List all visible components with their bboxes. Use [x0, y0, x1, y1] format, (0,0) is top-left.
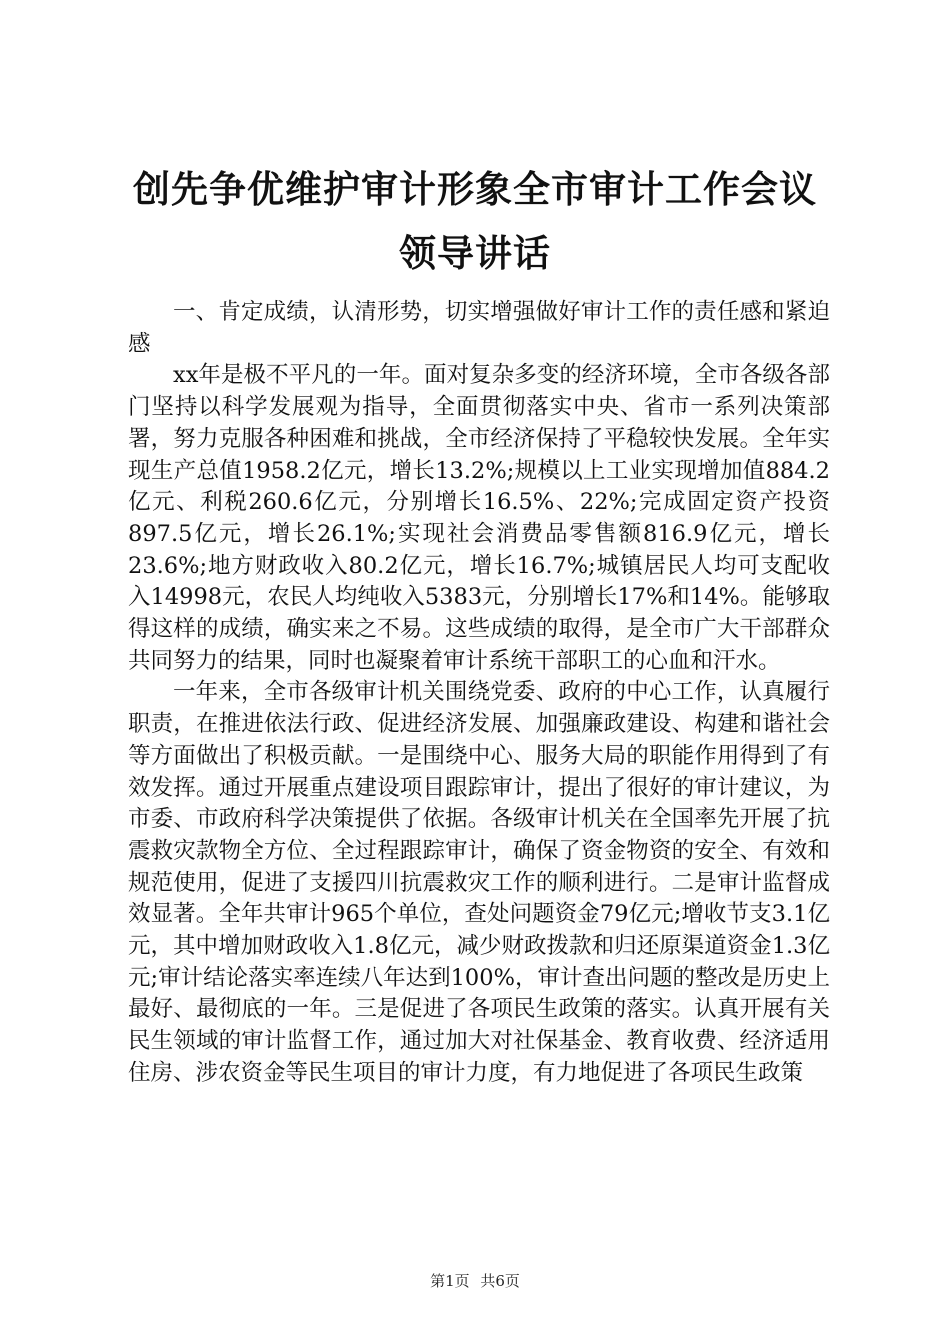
document-body — [128, 297, 830, 1090]
section-heading: 一、肯定成绩，认清形势，切实增强做好审计工作的责任感和紧迫感 — [128, 299, 830, 357]
paragraph: 一年来，全市各级审计机关围绕党委、政府的中心工作，认真履行职责，在推进依法行政、促进经济发展、加强廉政建设、构建和谐社会等方面做出了积极贡献。一是围绕中心、服务大局的职能作用得到了有效发挥。通过开展重点建设项目跟踪审计，提出了很好的审计建议，为市委、市政府科学决策提供了依据。各级审计机关在全国率先开展了抗震救灾款物全方位、全过程跟踪审计，确保了资金物资的安全、有效和规范使用，促进了支援四川抗震救灾工作的顺利进行。二是审计监督成效显著。全年共审计965个单位，查处问题资金79亿元;增收节支3.1亿元，其中增加财政收入1.8亿元，减少财政拨款和归还原渠道资金1.3亿元;审计结论落实率连续八年达到100%，审计查出问题的整改是历史上最好、最彻底的一年。三是促进了各项民生政策的落实。认真开展有关民生领域的审计监督工作，通过加大对社保基金、教育收费、经济适用住房、涉农资金等民生项目的审计力度，有力地促进了各项民生政策 — [128, 679, 830, 1086]
page-number: 第1页 — [430, 1272, 470, 1290]
document-title: 创先争优维护审计形象全市审计工作会议领导讲话 — [133, 168, 817, 275]
page-total: 共6页 — [480, 1272, 520, 1290]
page-footer — [0, 1271, 950, 1291]
paragraph: xx年是极不平凡的一年。面对复杂多变的经济环境，全市各级各部门坚持以科学发展观为指导，全面贯彻落实中央、省市一系列决策部署，努力克服各种困难和挑战，全市经济保持了平稳较快发展。全年实现生产总值1958.2亿元，增长13.2%;规模以上工业实现增加值884.2亿元、利税260.6亿元，分别增长16.5%、22%;完成固定资产投资897.5亿元，增长26.1%;实现社会消费品零售额816.9亿元，增长23.6%;地方财政收入80.2亿元，增长16.7%;城镇居民人均可支配收入14998元，农民人均纯收入5383元，分别增长17%和14%。能够取得这样的成绩，确实来之不易。这些成绩的取得，是全市广大干部群众共同努力的结果，同时也凝聚着审计系统干部职工的心血和汗水。 — [128, 362, 830, 674]
